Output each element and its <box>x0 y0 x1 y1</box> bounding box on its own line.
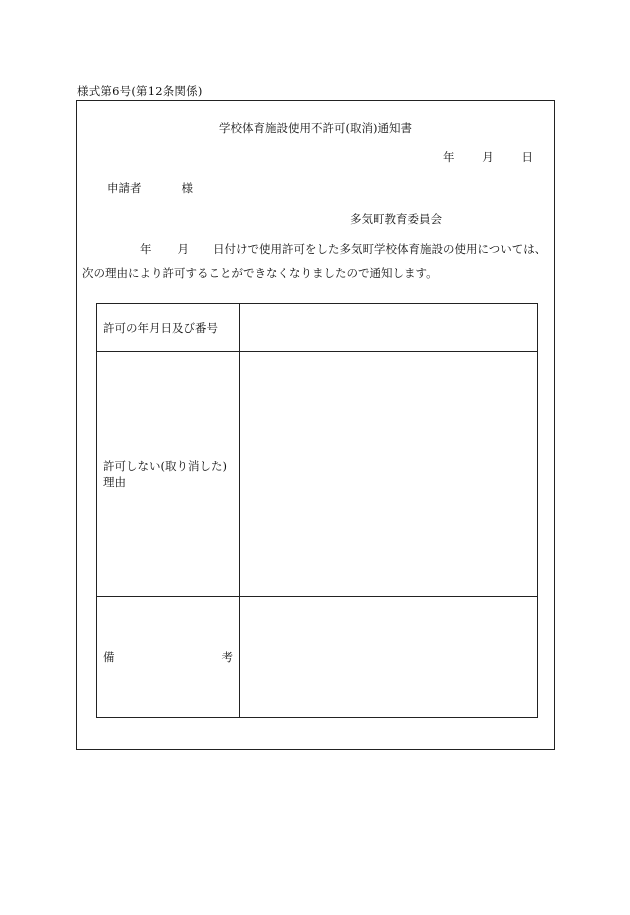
document-title: 学校体育施設使用不許可(取消)通知書 <box>219 121 412 135</box>
reason-label-line-1: 許可しない(取り消した) <box>103 459 227 473</box>
table-row <box>97 304 538 352</box>
reason-field[interactable] <box>240 352 538 597</box>
table-row <box>97 597 538 718</box>
body-text-1: 日付けで使用許可をした多気町学校体育施設の使用については、 <box>213 242 547 256</box>
body-line-1 <box>140 241 546 257</box>
permit-info-table <box>96 303 538 718</box>
issuer-name: 多気町教育委員会 <box>350 212 442 226</box>
reason-label <box>97 352 240 597</box>
form-number-label: 様式第6号(第12条関係) <box>77 84 203 98</box>
permit-date-number-label: 許可の年月日及び番号 <box>97 304 240 352</box>
remarks-label <box>97 597 240 718</box>
remarks-label-right: 考 <box>221 650 233 664</box>
table-row <box>97 352 538 597</box>
permit-date-number-field[interactable] <box>240 304 538 352</box>
notice-form-frame <box>76 100 555 750</box>
issue-date <box>443 149 533 165</box>
date-month-label: 月 <box>482 150 494 164</box>
reason-label-line-2: 理由 <box>103 475 126 489</box>
body-year-label: 年 <box>140 242 152 256</box>
applicant-label: 申請者 <box>107 181 142 195</box>
applicant-line <box>107 180 193 196</box>
remarks-field[interactable] <box>240 597 538 718</box>
body-month-label: 月 <box>177 242 189 256</box>
date-day-label: 日 <box>521 150 533 164</box>
applicant-honorific: 様 <box>181 181 193 195</box>
remarks-label-left: 備 <box>103 650 115 664</box>
body-line-2: 次の理由により許可することができなくなりましたので通知します。 <box>82 266 438 280</box>
date-year-label: 年 <box>443 150 455 164</box>
